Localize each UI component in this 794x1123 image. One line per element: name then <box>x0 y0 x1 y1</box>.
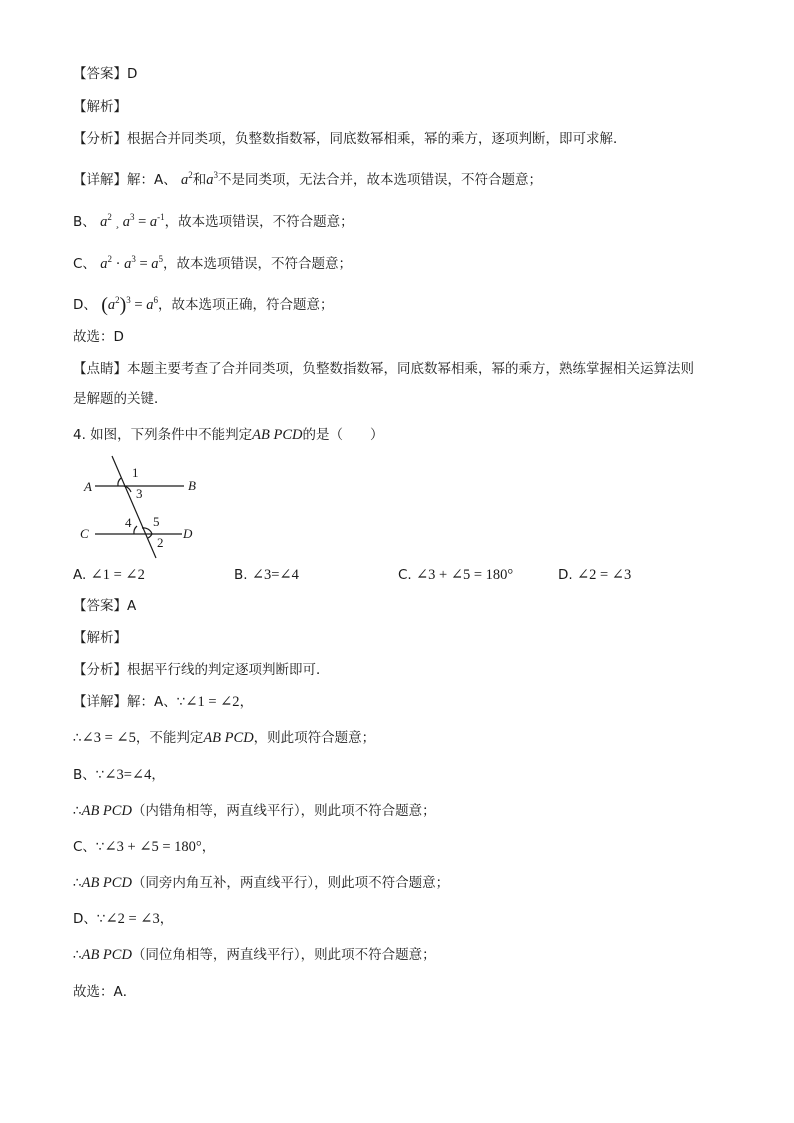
d-tail: ，故本选项正确，符合题意； <box>157 297 334 313</box>
math-a3: $a^3$ <box>206 170 219 188</box>
stem-math: AB PCD <box>252 427 303 443</box>
q4-comma-a: ， <box>239 694 254 710</box>
q3-line-c <box>73 249 352 274</box>
option-c <box>398 565 513 585</box>
answer-label: 【答案】 <box>73 66 127 82</box>
l2-math: AB PCD <box>81 803 132 819</box>
option-a <box>73 565 145 585</box>
q4-detail-a: 解：A、∵ <box>127 694 186 710</box>
q4-line-c <box>73 837 215 857</box>
stem-prefix: 4. 如图，下列条件中不能判定 <box>73 427 253 443</box>
q4-choose: 故选：A． <box>73 984 137 1000</box>
q4-comma-b: ， <box>151 767 165 783</box>
option-a-text: ∠1 = ∠2 <box>90 567 145 583</box>
l4-tail: （同位角相等，两直线平行），则此项不符合题意； <box>131 947 436 963</box>
label-a: A <box>84 479 92 494</box>
q4-fenxi <box>73 660 330 680</box>
c-math: ∠3 + ∠5 = 180° <box>104 839 202 855</box>
q3-dianjing-1 <box>73 359 694 379</box>
label-4: 4 <box>125 515 132 530</box>
l1-math: ∠3 = ∠5 <box>81 730 136 746</box>
option-b-text: ∠3=∠4 <box>251 567 299 583</box>
detail-a-tail: 不是同类项，无法合并，故本选项错误，不符合题意； <box>218 172 543 188</box>
arc-4 <box>134 526 137 534</box>
l3-math: AB PCD <box>81 875 132 891</box>
option-c-text: ∠3 + ∠5 = 180° <box>416 567 514 583</box>
q3-analysis-title: 【解析】 <box>73 99 127 115</box>
d-math: ∠2 = ∠3 <box>105 911 160 927</box>
option-b <box>234 565 299 585</box>
l1-mid: ，不能判定 <box>135 730 204 746</box>
q3-line-b <box>73 207 354 233</box>
option-c-label: C. <box>398 567 412 583</box>
detail-a-mid: 和 <box>192 172 207 188</box>
q4-comma-d: ， <box>159 911 174 927</box>
label-d: D <box>183 526 193 541</box>
therefore-3: ∴ <box>73 875 82 891</box>
label-b: B <box>188 478 196 493</box>
answer-value: D <box>127 66 138 82</box>
therefore-1: ∴ <box>73 730 82 746</box>
q4-answer <box>73 596 136 616</box>
q3-choose: 故选：D <box>73 329 124 345</box>
dianjing-label: 【点睛】 <box>73 361 127 377</box>
l1-math2: AB PCD <box>203 730 254 746</box>
label-1: 1 <box>132 465 139 480</box>
q4-line-1 <box>73 728 375 748</box>
option-a-label: A. <box>73 567 87 583</box>
q3-line-d <box>73 290 333 315</box>
q4-detail-a-math: ∠1 = ∠2 <box>185 694 240 710</box>
q4-detail-label: 【详解】 <box>73 694 127 710</box>
q4-line-d <box>73 909 173 929</box>
q4-line-3 <box>73 873 449 893</box>
q3-fenxi <box>73 129 627 149</box>
option-d <box>558 565 631 585</box>
l2-tail: （内错角相等，两直线平行），则此项不符合题意； <box>131 803 436 819</box>
q4-comma-c: ， <box>201 839 216 855</box>
q4-fenxi-text: 根据平行线的判定逐项判断即可． <box>127 662 330 678</box>
math-b-expr: $a^2$ ¸ $a^3 = a^{-1}$ <box>100 212 165 230</box>
option-b-label: B. <box>234 567 248 583</box>
q4-detail-a <box>73 692 253 712</box>
q4-line-2 <box>73 801 436 821</box>
q4-analysis-title: 【解析】 <box>73 630 127 646</box>
l1-tail: ，则此项符合题意； <box>253 730 376 746</box>
l3-tail: （同旁内角互补，两直线平行），则此项不符合题意； <box>131 875 450 891</box>
therefore-2: ∴ <box>73 803 82 819</box>
d-prefix: D、 <box>73 297 97 313</box>
b-tail: ，故本选项错误，不符合题意； <box>164 214 354 230</box>
q4-line-b <box>73 765 165 785</box>
q3-dianjing-2: 是解题的关键． <box>73 391 168 407</box>
q4-answer-value: A <box>127 598 137 614</box>
label-2: 2 <box>157 535 164 550</box>
l4-math: AB PCD <box>81 947 132 963</box>
q4-fenxi-label: 【分析】 <box>73 662 127 678</box>
c-tail: ，故本选项错误，不符合题意； <box>163 256 353 272</box>
fenxi-text: 根据合并同类项，负整数指数幂，同底数幂相乘，幂的乘方，逐项判断，即可求解． <box>127 131 627 147</box>
parallel-lines-figure <box>76 452 206 562</box>
option-d-text: ∠2 = ∠3 <box>576 567 632 583</box>
b-math: ∠3=∠4 <box>104 767 152 783</box>
arc-1 <box>118 478 121 486</box>
d-pre: D、∵ <box>73 911 106 927</box>
q3-answer <box>73 64 137 84</box>
c-prefix: C、 <box>73 256 96 272</box>
stem-suffix: 的是（ ） <box>302 427 384 443</box>
q3-detail-a <box>73 165 542 190</box>
math-d-expr: $(a^2)^3 = a^6$ <box>101 294 158 316</box>
dianjing-text-1: 本题主要考查了合并同类项，负整数指数幂，同底数幂相乘，幂的乘方，熟练掌握相关运算法则 <box>127 361 694 377</box>
label-c: C <box>80 526 89 541</box>
fenxi-label: 【分析】 <box>73 131 127 147</box>
label-5: 5 <box>153 514 160 529</box>
math-a2: $a^2$ <box>181 170 193 188</box>
q4-line-4 <box>73 945 436 965</box>
detail-a-text: 解：A、 <box>127 172 177 188</box>
q4-answer-label: 【答案】 <box>73 598 127 614</box>
q4-stem <box>73 425 384 445</box>
b-prefix: B、 <box>73 214 96 230</box>
option-d-label: D. <box>558 567 573 583</box>
label-3: 3 <box>136 486 143 501</box>
b-pre: B、∵ <box>73 767 105 783</box>
math-c-expr: $a^2 \cdot a^3 = a^5$ <box>100 254 164 272</box>
detail-label: 【详解】 <box>73 172 127 188</box>
therefore-4: ∴ <box>73 947 82 963</box>
c-pre: C、∵ <box>73 839 105 855</box>
